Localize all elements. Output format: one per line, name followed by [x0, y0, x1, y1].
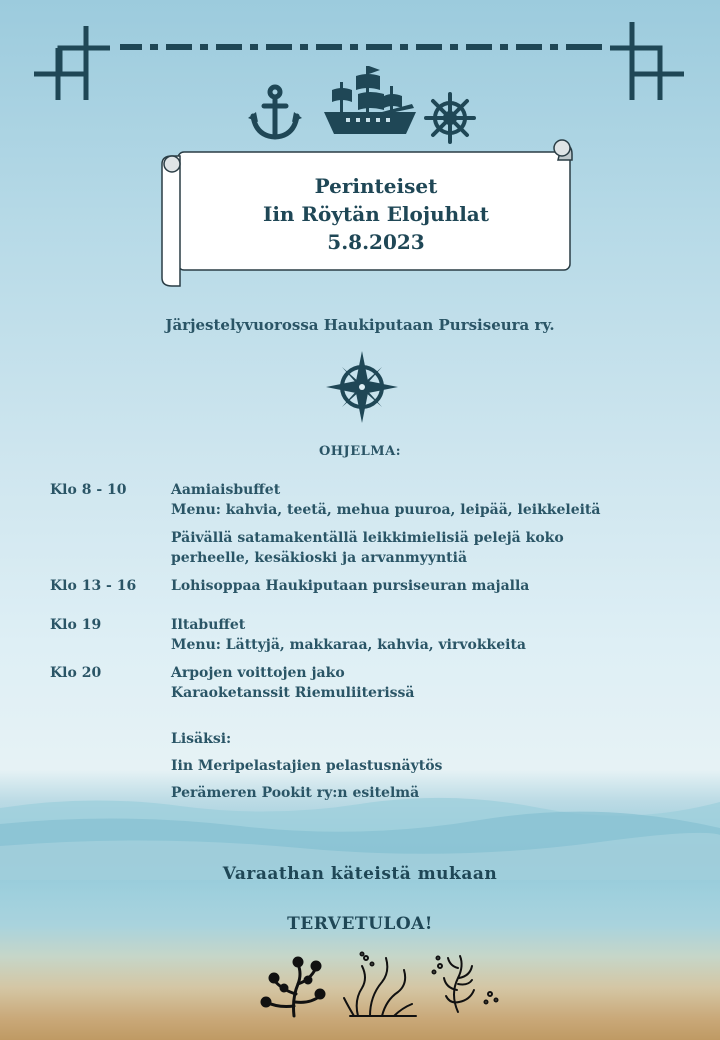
- anchor-icon: [248, 84, 302, 142]
- event-title-block: [180, 172, 572, 256]
- program-heading: OHJELMA:: [318, 444, 402, 459]
- extras-item: Perämeren Pookit ry:n esitelmä: [171, 785, 420, 801]
- program-time: Klo 8 - 10: [50, 482, 127, 498]
- event-title-line1: Perinteiset: [314, 174, 438, 198]
- welcome-text: TERVETULOA!: [287, 914, 433, 934]
- extras-item: Iin Meripelastajien pelastusnäytös: [171, 758, 443, 774]
- program-line: perheelle, kesäkioski ja arvanmyyntiä: [171, 550, 468, 566]
- program-line: Menu: kahvia, teetä, mehua puuroa, leipää, leikkeleitä: [171, 502, 601, 518]
- ship-icon: [322, 64, 418, 138]
- program-time: Klo 20: [50, 665, 102, 681]
- organizer-text: Järjestelyvuorossa Haukiputaan Pursiseura ry.: [165, 316, 555, 334]
- program-line: Karaoketanssit Riemuliiterissä: [171, 685, 415, 701]
- coral-icon: [262, 958, 324, 1016]
- program-time: Klo 13 - 16: [50, 578, 137, 594]
- event-title-line2: Iin Röytän Elojuhlat: [262, 202, 490, 226]
- compass-rose-icon: [326, 351, 398, 423]
- cash-note: Varaathan käteistä mukaan: [222, 864, 498, 884]
- program-line: Arpojen voittojen jako: [171, 665, 345, 681]
- seaweed-icon: [344, 953, 498, 1017]
- program-line: Menu: Lättyjä, makkaraa, kahvia, virvokkeita: [171, 637, 526, 653]
- extras-heading: Lisäksi:: [171, 731, 232, 747]
- program-line: Iltabuffet: [171, 617, 246, 633]
- program-line: Lohisoppaa Haukiputaan pursiseuran majalla: [171, 578, 530, 594]
- event-date: 5.8.2023: [327, 230, 425, 254]
- program-line: Päivällä satamakentällä leikkimielisiä pelejä koko: [171, 530, 564, 546]
- seaweed-decoration: [258, 950, 508, 1022]
- program-line: Aamiaisbuffet: [171, 482, 281, 498]
- program-time: Klo 19: [50, 617, 102, 633]
